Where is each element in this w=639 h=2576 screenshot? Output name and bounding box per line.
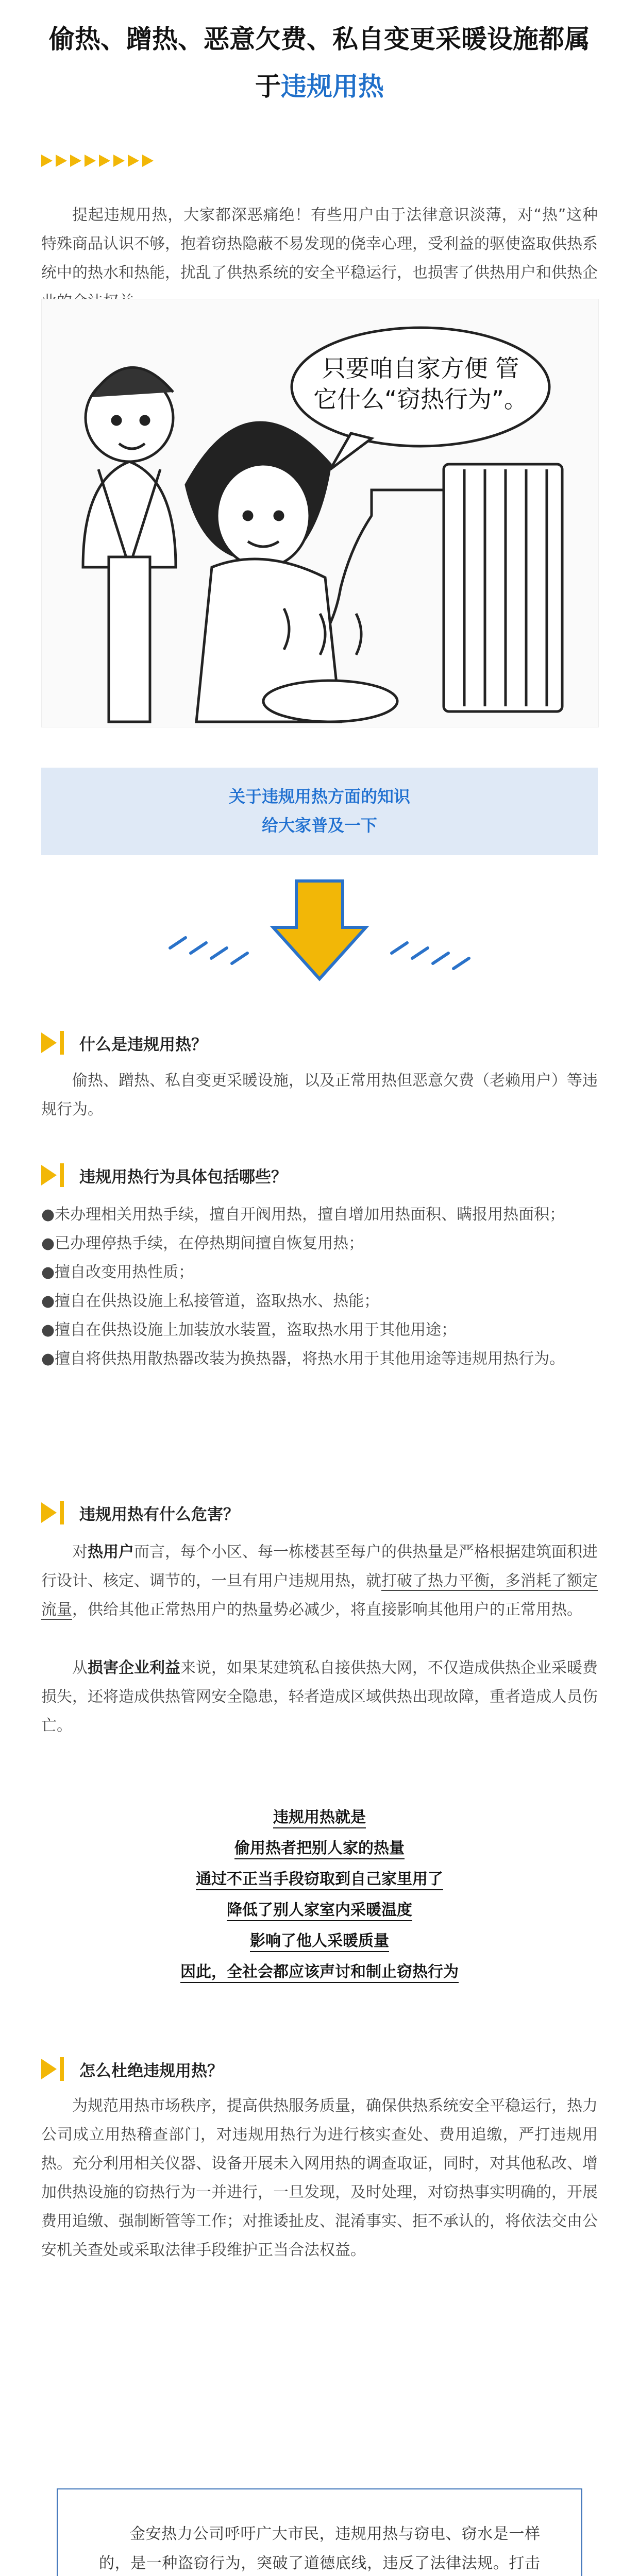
list-item: ●擅自在供热设施上私接管道，盗取热水、热能； bbox=[41, 1292, 380, 1310]
section-heading-types: 违规用热行为具体包括哪些？ bbox=[41, 1162, 287, 1189]
arrow-icon bbox=[85, 155, 96, 167]
list-item: ●已办理停热手续，在停热期间擅自恢复用热； bbox=[41, 1234, 364, 1252]
notice-text: 金安热力公司呼吁广大市民，违规用热与窃电、窃水是一样的，是一种盗窃行为，突破了道德底线，违反了法律法规。打击 bbox=[99, 2525, 540, 2572]
decorative-arrows-top bbox=[41, 155, 154, 167]
bar-icon bbox=[60, 1163, 64, 1187]
intro-paragraph: 提起违规用热，大家都深恶痛绝！有些用户由于法律意识淡薄，对“热”这种特殊商品认识不够，抱着窃热隐蔽不易发现的侥幸心理，受利益的驱使盗取供热系统中的热水和热能，扰乱了供热系统的安全平稳运行，也损害了供热用户和供热企 bbox=[41, 206, 598, 282]
page-title bbox=[31, 15, 608, 110]
section-1-body: 偷热、蹭热、私自变更采暖设施，以及正常用热但恶意欠费（老赖用户）等违规行为。 bbox=[41, 1072, 598, 1118]
list-item: ●擅自改变用热性质； bbox=[41, 1263, 194, 1281]
arrow-icon bbox=[142, 155, 154, 167]
triangle-icon bbox=[41, 1502, 57, 1523]
banner-line-1: 关于违规用热方面的知识 bbox=[228, 787, 410, 806]
list-item: 违规用热就是 bbox=[41, 1803, 598, 1834]
bar-icon bbox=[60, 2057, 64, 2081]
banner-line-2: 给大家普及一下 bbox=[261, 816, 377, 835]
list-item: 偷用热者把别人家的热量 bbox=[41, 1834, 598, 1865]
list-item: 通过不正当手段窃取到自己家里用了 bbox=[41, 1865, 598, 1896]
section-heading-what: 什么是违规用热？ bbox=[41, 1029, 207, 1056]
list-item: ●擅自将供热用散热器改装为换热器，将热水用于其他用途等违规用热行为。 bbox=[41, 1350, 565, 1368]
arrow-icon bbox=[41, 155, 53, 167]
section-4-body: 为规范用热市场秩序，提高供热服务质量，确保供热系统安全平稳运行，热力公司成立用热稽查部门，对违规用热行为进行核实查处、费用追缴，严打违规用热。充分利用相关仪器、设备开展未入网用热的调查取证，同时，对其他私改、增加供热设施的窃热行为一并进行，一旦发现，及时处理，对窃热事实明确的，开展费用追缴、强制断管等工作；对推诿扯皮、混淆事实、拒不承认的，将依法交由公安机关查处或采取法律手段维护正当合法权益。 bbox=[41, 2097, 598, 2259]
list-item: 降低了别人家室内采暖温度 bbox=[41, 1896, 598, 1927]
arrow-icon bbox=[56, 155, 67, 167]
heat-theft-cartoon-icon bbox=[42, 299, 598, 727]
comic-illustration bbox=[41, 299, 599, 727]
bar-icon bbox=[60, 1501, 64, 1524]
down-arrow-icon bbox=[155, 876, 484, 994]
arrow-icon bbox=[128, 155, 139, 167]
triangle-icon bbox=[41, 2059, 57, 2079]
harm-paragraph-2: 从损害企业利益来说，如果某建筑私自接供热大网，不仅造成供热企业采暖费损失，还将造成供热管网安全隐患，轻者造成区域供热出现故障，重者造成人员伤亡。 bbox=[41, 1659, 598, 1735]
triangle-icon bbox=[41, 1165, 57, 1185]
list-item: ●擅自在供热设施上加装放水装置，盗取热水用于其他用途； bbox=[41, 1321, 457, 1339]
title-line-1: 偷热、蹭热、恶意欠费、私自变更采暖设施都属 bbox=[49, 24, 590, 54]
bar-icon bbox=[60, 1031, 64, 1055]
triangle-icon bbox=[41, 1032, 57, 1053]
title-highlight: 违规用热 bbox=[281, 72, 384, 101]
section-heading-prevent: 怎么杜绝违规用热？ bbox=[41, 2056, 223, 2082]
knowledge-banner bbox=[41, 768, 598, 855]
arrow-icon bbox=[70, 155, 81, 167]
summary-list bbox=[41, 1803, 598, 1989]
svg-text:只要咱自家方便 管: 只要咱自家方便 管 bbox=[322, 354, 519, 382]
svg-text:它什么“窃热行为”。: 它什么“窃热行为”。 bbox=[313, 385, 528, 413]
list-item: 因此，全社会都应该声讨和制止窃热行为 bbox=[41, 1958, 598, 1989]
arrow-icon bbox=[99, 155, 110, 167]
list-item: ●未办理相关用热手续，擅自开阀用热，擅自增加用热面积、瞒报用热面积； bbox=[41, 1206, 565, 1224]
section-heading-harm: 违规用热有什么危害？ bbox=[41, 1499, 239, 1526]
list-item: 影响了他人采暖质量 bbox=[41, 1927, 598, 1958]
arrow-icon bbox=[113, 155, 125, 167]
violation-types-list bbox=[41, 1200, 598, 1374]
title-line-2: 于违规用热 bbox=[255, 72, 384, 101]
harm-paragraph-1: 对热用户而言，每个小区、每一栋楼甚至每户的供热量是严格根据建筑面积进行设计、核定、调节的，一旦有用户违规用热，就打破了热力平衡，多消耗了额定流量，供给其他正常热用户的热量势必减少，将直接影响其他用户的正常用热。 bbox=[41, 1543, 598, 1619]
notice-box bbox=[57, 2488, 582, 2576]
